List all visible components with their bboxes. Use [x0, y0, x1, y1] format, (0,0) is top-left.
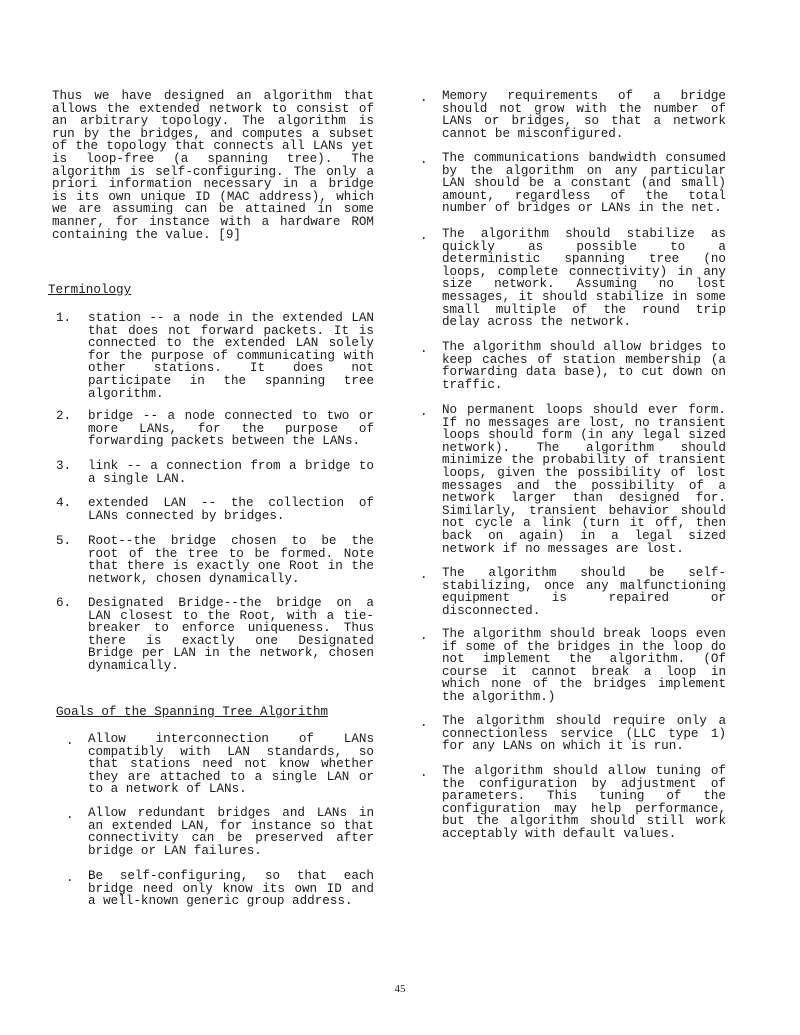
goals-list [52, 807, 374, 857]
bullet-marker: . [420, 91, 428, 105]
goal-item [52, 807, 374, 857]
item-number: 4. [56, 496, 72, 510]
terminology-heading: Terminology [48, 283, 132, 297]
goal-item [420, 90, 726, 140]
goal-item [420, 404, 726, 555]
goal-text: The algorithm should require only a connectionless service (LLC type 1) for any LANs on which it is run. [442, 714, 726, 754]
item-text: link -- a connection from a bridge to a single LAN. [88, 459, 374, 486]
terminology-item [52, 497, 374, 522]
item-text: Root--the bridge chosen to be the root of the tree to be formed. Note that there is exactly one Root in the network, chosen dynamically. [88, 534, 374, 586]
bullet-marker: . [420, 342, 428, 356]
terminology-list [52, 312, 374, 400]
goal-text: The algorithm should stabilize as quickly as possible to a deterministic spanning tree (no loops, complete connectivity) in any size network. Assuming no lost messages, it should stabilize in some small multiple of the round trip delay across the network. [442, 227, 726, 330]
item-text: station -- a node in the extended LAN that does not forward packets. It is connected to the extended LAN solely for the purpose of communicating with other stations. It does not participate in the spanning tree algorithm. [88, 311, 374, 401]
item-text: extended LAN -- the collection of LANs connected by bridges. [88, 496, 374, 523]
item-number: 5. [56, 534, 72, 548]
goal-item [52, 870, 374, 908]
goal-text: Allow interconnection of LANs compatibly with LAN standards, so that stations need not know whether they are attached to a single LAN or to a network of LANs. [88, 732, 374, 797]
goal-item [420, 765, 726, 841]
goal-text: The algorithm should allow tuning of the configuration by adjustment of parameters. This tuning of the configuration may help performance, but the algorithm should still work acceptably with default values. [442, 764, 726, 841]
page-number: 45 [394, 983, 406, 995]
goal-text: The algorithm should allow bridges to keep caches of station membership (a forwarding data base), to cut down on traffic. [442, 340, 726, 392]
goal-text: The communications bandwidth consumed by the algorithm on any particular LAN should be a constant (and small) amount, regardless of the total number of bridges or LANs in the net. [442, 151, 726, 216]
item-number: 6. [56, 596, 72, 610]
bullet-marker: . [420, 229, 428, 243]
bullet-marker: . [66, 808, 74, 822]
terminology-list [52, 597, 374, 673]
goal-item [420, 628, 726, 704]
goal-item [420, 152, 726, 215]
goal-text: No permanent loops should ever form. If no messages are lost, no transient loops should form (in any legal sized network). The algorithm should minimize the probability of transient loops, given the possibility of lost messages and the possibility of a network larger than designed for. Similarly, transient behavior should not cycle a link (turn it off, then back on again) in a legal sized network if no messages are lost. [442, 403, 726, 556]
terminology-item [52, 410, 374, 448]
terminology-list [52, 497, 374, 522]
terminology-item [52, 312, 374, 400]
item-number: 1. [56, 311, 72, 325]
goal-text: Be self-configuring, so that each bridge need only know its own ID and a well-known generic group address. [88, 869, 374, 909]
bullet-marker: . [420, 568, 428, 582]
goals-list [52, 870, 374, 908]
item-number: 2. [56, 409, 72, 423]
intro-paragraph: Thus we have designed an algorithm that allows the extended network to consist of an arbitrary topology. The algorithm is run by the bridges, and computes a subset of the topology that connects all LANs yet is loop-free (a spanning tree). The algorithm is self-configuring. The only a priori information necessary in a bridge is its own unique ID (MAC address), which we are assuming can be attained in some manner, for instance with a hardware ROM containing the value. [9] [52, 89, 374, 242]
goal-text: The algorithm should break loops even if some of the bridges in the loop do not implement the algorithm. (Of course it cannot break a loop in which none of the bridges implement the algorithm.) [442, 627, 726, 704]
goal-item [420, 228, 726, 329]
goal-item [420, 715, 726, 753]
bullet-marker: . [420, 716, 428, 730]
goal-text: The algorithm should be self-stabilizing, once any malfunctioning equipment is repaired or disconnected. [442, 566, 726, 618]
bullet-marker: . [66, 734, 74, 748]
terminology-item [52, 460, 374, 485]
bullet-marker: . [66, 871, 74, 885]
bullet-marker: . [420, 405, 428, 419]
terminology-item [52, 535, 374, 585]
terminology-list [52, 460, 374, 485]
item-number: 3. [56, 459, 72, 473]
goal-item [420, 567, 726, 617]
bullet-marker: . [420, 629, 428, 643]
goal-item [52, 733, 374, 796]
bullet-marker: . [420, 766, 428, 780]
terminology-item [52, 597, 374, 673]
goals-heading: Goals of the Spanning Tree Algorithm [56, 705, 329, 719]
item-text: bridge -- a node connected to two or more LANs, for the purpose of forwarding packets between the LANs. [88, 409, 374, 449]
bullet-marker: . [420, 153, 428, 167]
terminology-list [52, 535, 374, 585]
terminology-list [52, 410, 374, 448]
goal-text: Memory requirements of a bridge should not grow with the number of LANs or bridges, so that a network cannot be misconfigured. [442, 89, 726, 141]
goal-item [420, 341, 726, 391]
goals-list [52, 733, 374, 796]
item-text: Designated Bridge--the bridge on a LAN closest to the Root, with a tie-breaker to enforce uniqueness. Thus there is exactly one Designated Bridge per LAN in the network, chosen dynamically. [88, 596, 374, 673]
goal-text: Allow redundant bridges and LANs in an extended LAN, for instance so that connectivity can be preserved after bridge or LAN failures. [88, 806, 374, 858]
